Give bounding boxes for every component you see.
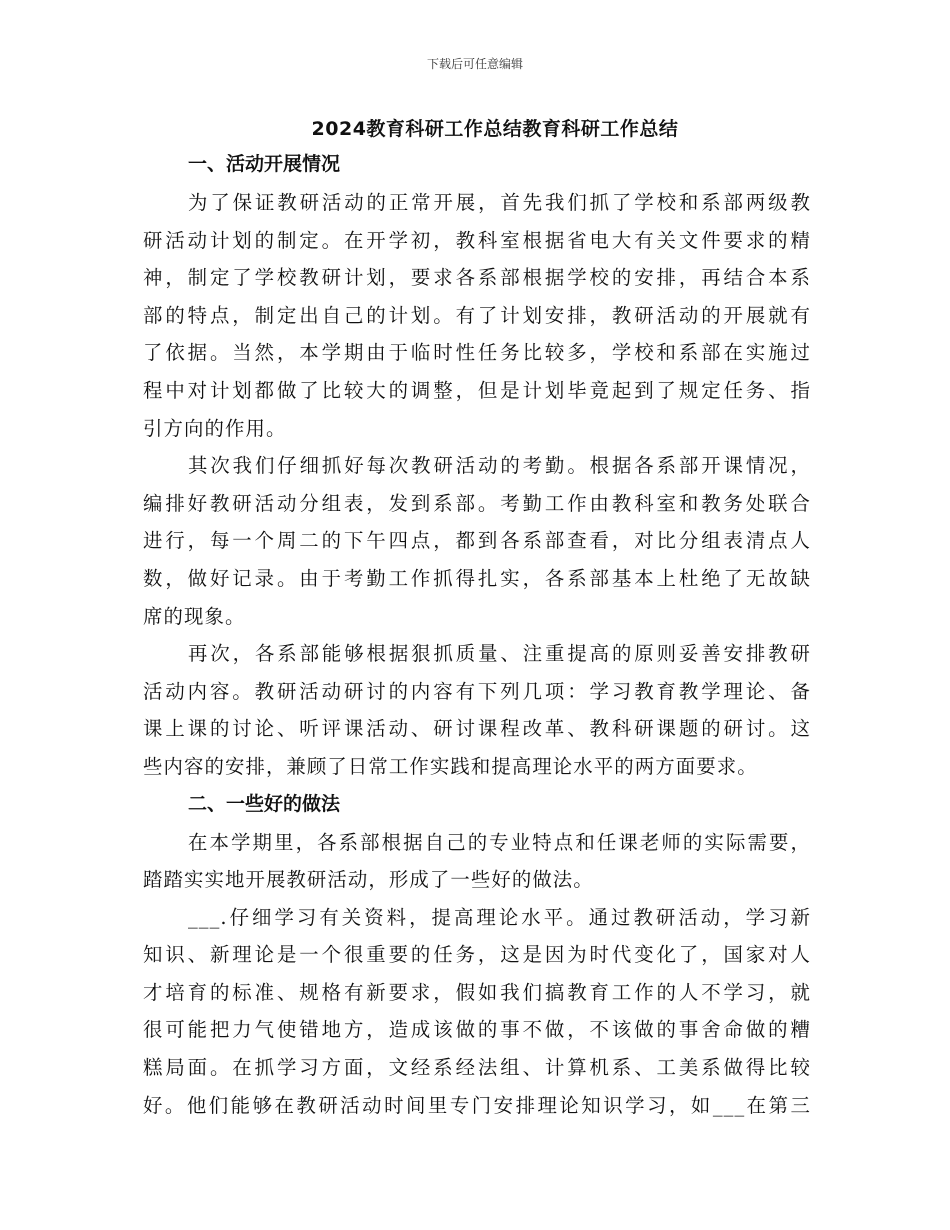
text-line: 才培育的标准、规格有新要求，假如我们搞教育工作的人不学习，就 bbox=[143, 980, 811, 1004]
text-line: 踏踏实实地开展教研活动，形成了一些好的做法。 bbox=[143, 868, 594, 892]
text-line: 些内容的安排，兼顾了日常工作实践和提高理论水平的两方面要求。 bbox=[143, 754, 758, 778]
text-line: 席的现象。 bbox=[143, 604, 246, 628]
text-line: 了依据。当然，本学期由于临时性任务比较多，学校和系部在实施过 bbox=[143, 341, 811, 365]
text-line: 很可能把力气使错地方，造成该做的事不做，不该做的事舍命做的糟 bbox=[143, 1018, 811, 1042]
text-line: 神，制定了学校教研计划，要求各系部根据学校的安排，再结合本系 bbox=[143, 266, 811, 290]
text-line: 编排好教研活动分组表，发到系部。考勤工作由教科室和教务处联合 bbox=[143, 491, 811, 515]
paragraph bbox=[143, 635, 811, 785]
document-title: 2024教育科研工作总结教育科研工作总结 bbox=[311, 118, 679, 140]
text-line: 知识、新理论是一个很重要的任务，这是因为时代变化了，国家对人 bbox=[143, 943, 811, 967]
paragraph bbox=[143, 184, 811, 447]
paragraph bbox=[143, 447, 811, 635]
paragraph bbox=[143, 899, 811, 1125]
text-line: 为了保证教研活动的正常开展，首先我们抓了学校和系部两级教 bbox=[188, 191, 811, 214]
text-line: 再次，各系部能够根据狠抓质量、注重提高的原则妥善安排教研 bbox=[188, 642, 811, 666]
text-line: 研活动计划的制定。在开学初，教科室根据省电大有关文件要求的精 bbox=[143, 228, 811, 252]
text-line: 进行，每一个周二的下午四点，都到各系部查看，对比分组表清点人 bbox=[143, 529, 811, 553]
text-line: 在本学期里，各系部根据自己的专业特点和任课老师的实际需要， bbox=[188, 830, 811, 854]
text-line: 其次我们仔细抓好每次教研活动的考勤。根据各系部开课情况， bbox=[188, 454, 811, 478]
text-line: 数，做好记录。由于考勤工作抓得扎实，各系部基本上杜绝了无故缺 bbox=[143, 566, 811, 590]
text-line: 活动内容。教研活动研讨的内容有下列几项：学习教育教学理论、备 bbox=[143, 679, 811, 703]
text-line: ___.仔细学习有关资料，提高理论水平。通过教研活动，学习新 bbox=[188, 905, 811, 929]
section-heading: 一、活动开展情况 bbox=[188, 153, 341, 175]
text-line: 糕局面。在抓学习方面，文经系经法组、计算机系、工美系做得比较 bbox=[143, 1056, 811, 1080]
page-header-note: 下载后可任意编辑 bbox=[426, 57, 523, 71]
text-line: 部的特点，制定出自己的计划。有了计划安排，教研活动的开展就有 bbox=[143, 303, 811, 327]
text-line: 引方向的作用。 bbox=[143, 416, 287, 440]
document-body bbox=[143, 146, 811, 1124]
text-line: 课上课的讨论、听评课活动、研讨课程改革、教科研课题的研讨。这 bbox=[143, 717, 811, 741]
text-line: 好。他们能够在教研活动时间里专门安排理论知识学习，如___在第三 bbox=[143, 1093, 811, 1117]
paragraph bbox=[143, 824, 811, 899]
section-heading: 二、一些好的做法 bbox=[188, 792, 341, 815]
text-line: 程中对计划都做了比较大的调整，但是计划毕竟起到了规定任务、指 bbox=[143, 378, 811, 402]
